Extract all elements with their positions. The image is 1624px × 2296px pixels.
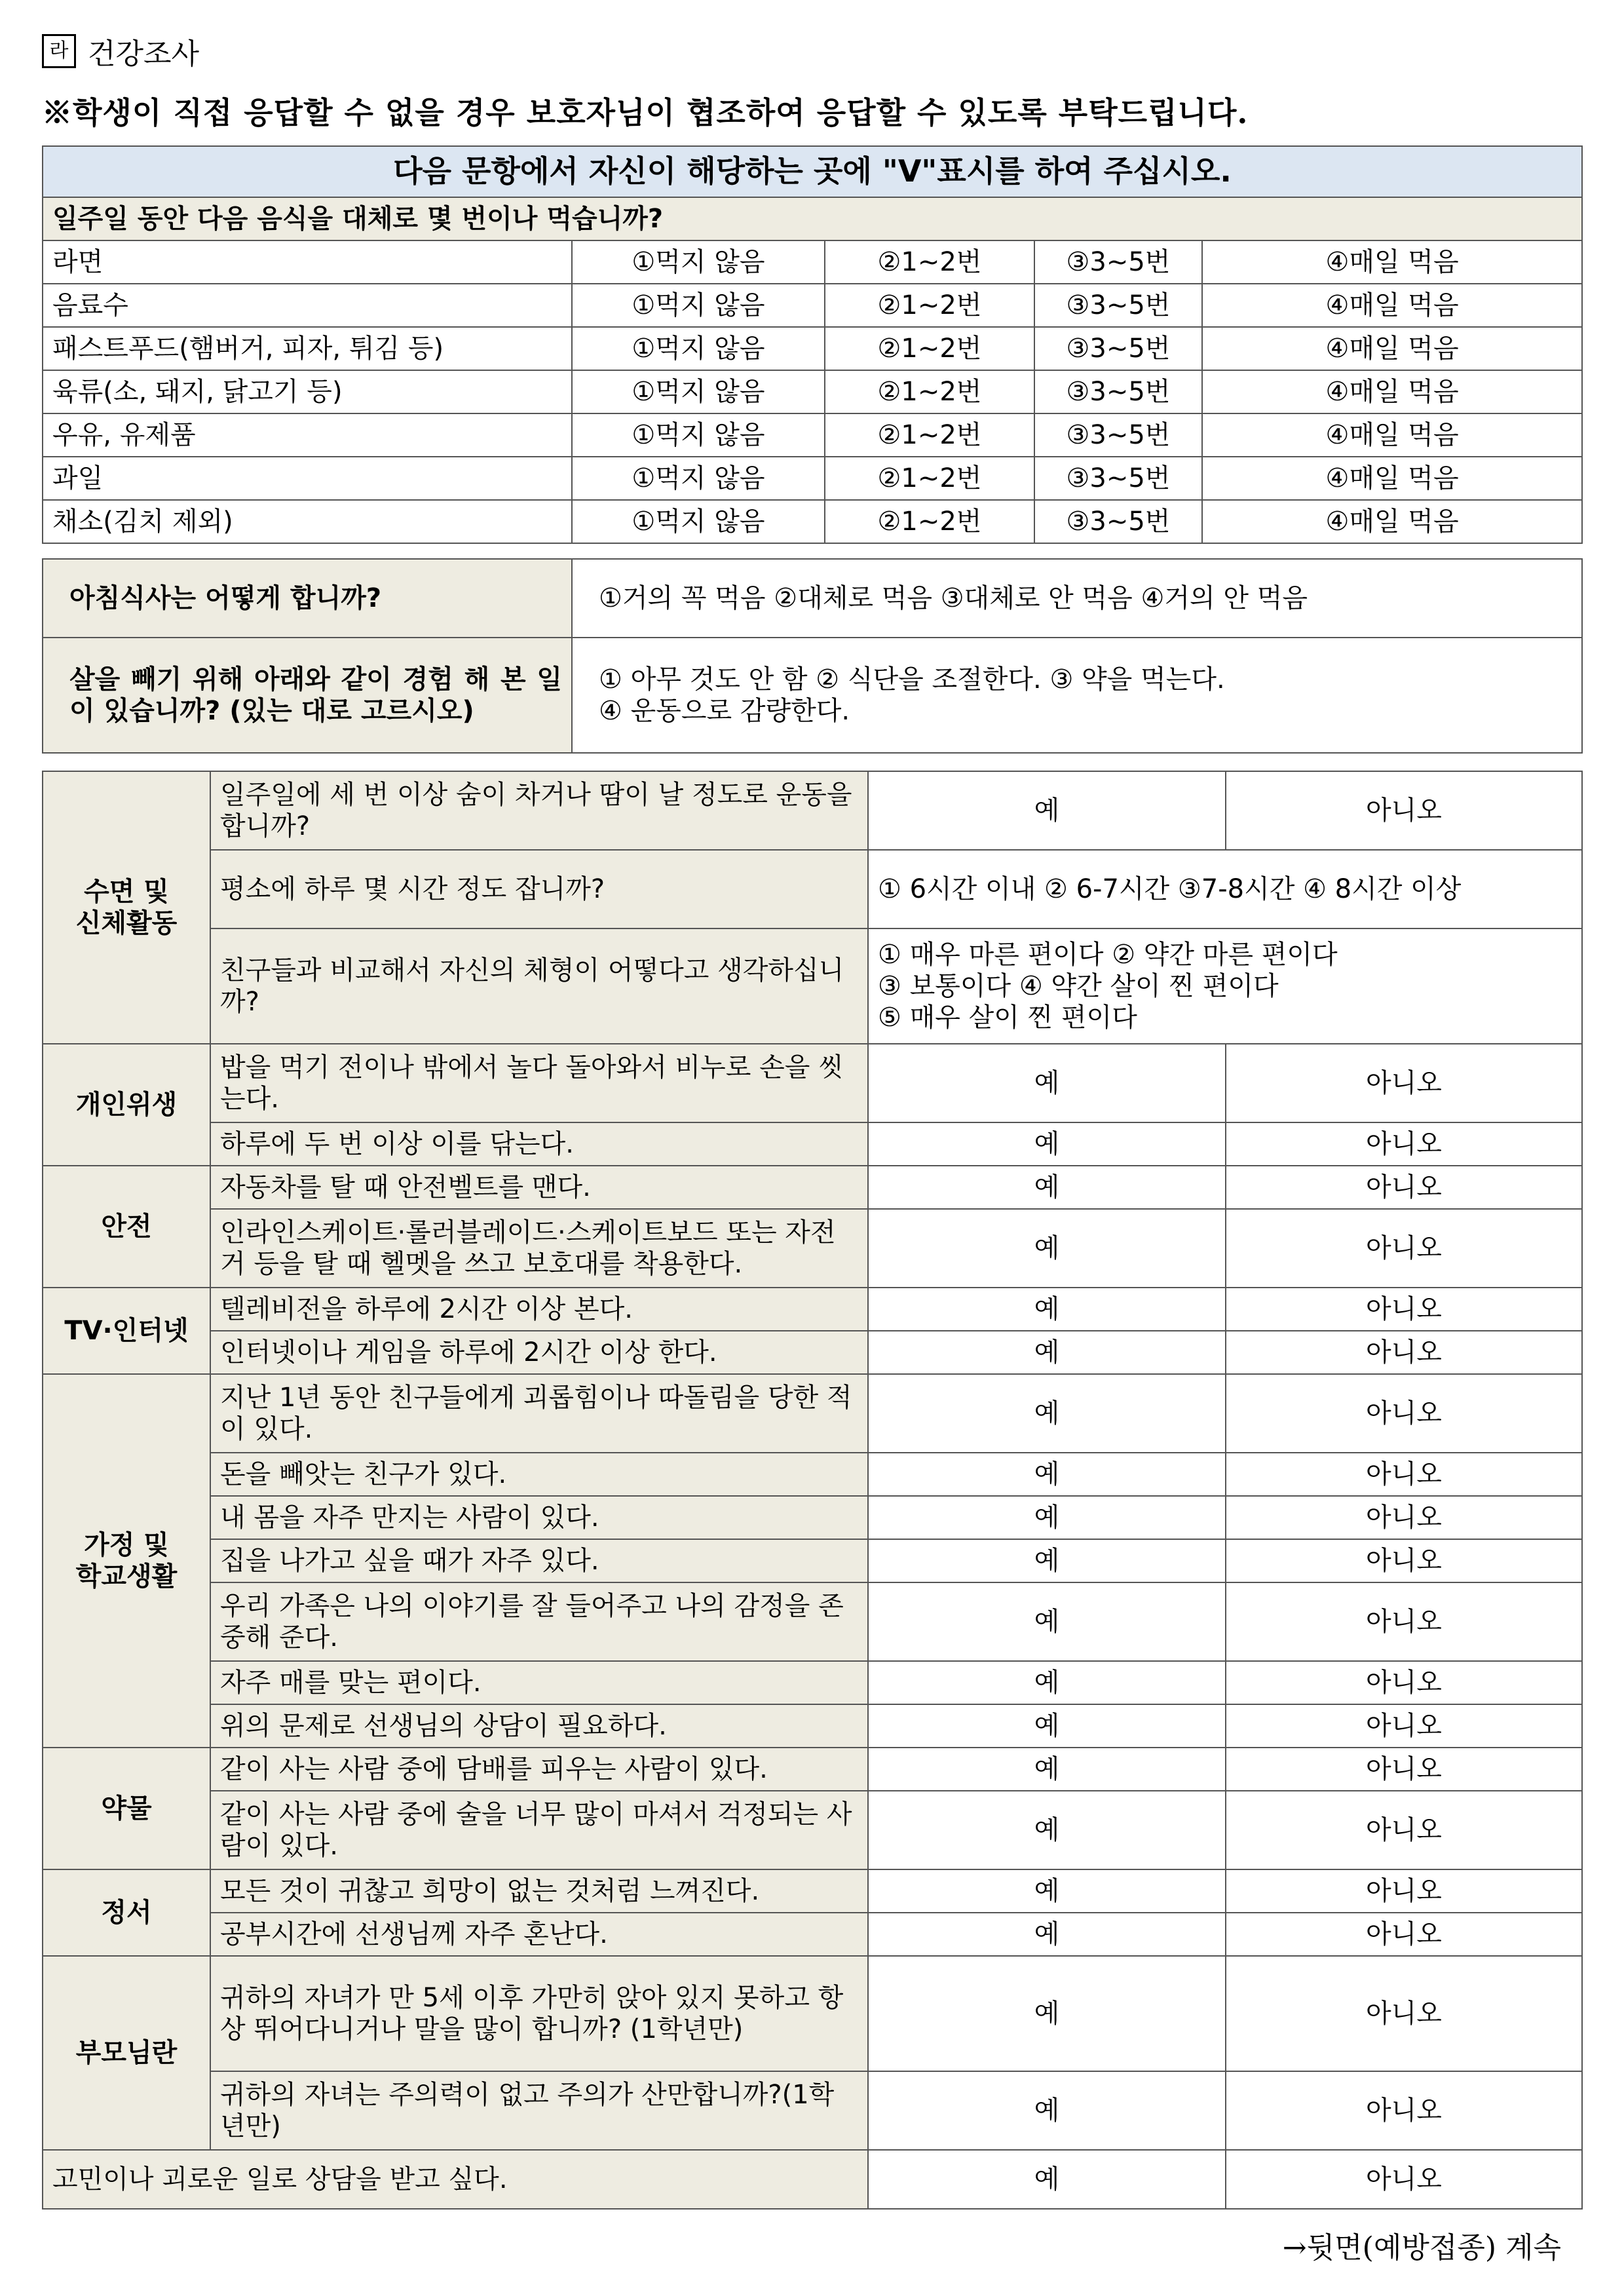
no-cell[interactable]: 아니오	[1226, 1661, 1582, 1704]
no-cell[interactable]: 아니오	[1226, 1539, 1582, 1582]
yes-cell[interactable]: 예	[868, 1869, 1226, 1913]
meal-table	[42, 558, 1583, 754]
yes-cell[interactable]: 예	[868, 1374, 1226, 1453]
option-cell[interactable]: ④매일 먹음	[1202, 413, 1582, 457]
category-emotion: 정서	[43, 1869, 210, 1956]
option-cell[interactable]: ②1~2번	[825, 413, 1034, 457]
table-row	[43, 240, 1582, 284]
no-cell[interactable]: 아니오	[1226, 1166, 1582, 1209]
no-cell[interactable]: 아니오	[1226, 1453, 1582, 1496]
yes-cell[interactable]: 예	[868, 1044, 1226, 1122]
question-cell: 지난 1년 동안 친구들에게 괴롭힘이나 따돌림을 당한 적이 있다.	[210, 1374, 868, 1453]
option-cell[interactable]: ③3~5번	[1034, 327, 1202, 370]
option-cell[interactable]: ③3~5번	[1034, 500, 1202, 543]
category-safety: 안전	[43, 1166, 210, 1288]
option-cell[interactable]: ②1~2번	[825, 240, 1034, 284]
yes-cell[interactable]: 예	[868, 1748, 1226, 1791]
diet-answer[interactable]	[572, 638, 1582, 753]
option-cell[interactable]: ①먹지 않음	[572, 370, 825, 413]
yes-cell[interactable]: 예	[868, 1539, 1226, 1582]
food-question: 일주일 동안 다음 음식을 대체로 몇 번이나 먹습니까?	[43, 197, 1582, 240]
question-cell: 친구들과 비교해서 자신의 체형이 어떻다고 생각하십니까?	[210, 928, 868, 1044]
question-cell: 같이 사는 사람 중에 술을 너무 많이 마셔서 걱정되는 사람이 있다.	[210, 1791, 868, 1869]
category-tv: TV·인터넷	[43, 1288, 210, 1374]
question-cell: 귀하의 자녀가 만 5세 이후 가만히 앉아 있지 못하고 항상 뛰어다니거나 말을 많이 합니까? (1학년만)	[210, 1956, 868, 2071]
category-hygiene: 개인위생	[43, 1044, 210, 1166]
option-cell[interactable]: ④매일 먹음	[1202, 370, 1582, 413]
yes-cell[interactable]: 예	[868, 771, 1226, 850]
no-cell[interactable]: 아니오	[1226, 1331, 1582, 1374]
no-cell[interactable]: 아니오	[1226, 1913, 1582, 1956]
yes-cell[interactable]: 예	[868, 1704, 1226, 1748]
question-cell: 평소에 하루 몇 시간 정도 잡니까?	[210, 850, 868, 928]
no-cell[interactable]: 아니오	[1226, 1288, 1582, 1331]
table-row	[43, 500, 1582, 543]
yes-cell[interactable]: 예	[868, 1122, 1226, 1166]
food-item: 채소(김치 제외)	[43, 500, 572, 543]
no-cell[interactable]: 아니오	[1226, 1209, 1582, 1288]
option-cell[interactable]: ④매일 먹음	[1202, 457, 1582, 500]
category-drugs: 약물	[43, 1748, 210, 1869]
table-row	[43, 284, 1582, 327]
food-item: 우유, 유제품	[43, 413, 572, 457]
diet-question: 살을 빼기 위해 아래와 같이 경험 해 본 일이 있습니까? (있는 대로 고르시오)	[43, 638, 572, 753]
category-sleep: 수면 및 신체활동	[43, 771, 210, 1044]
answer-line: ① 매우 마른 편이다 ② 약간 마른 편이다	[878, 940, 1338, 970]
category-parents: 부모님란	[43, 1956, 210, 2150]
breakfast-answer[interactable]: ①거의 꼭 먹음 ②대체로 먹음 ③대체로 안 먹음 ④거의 안 먹음	[572, 559, 1582, 638]
question-cell: 공부시간에 선생님께 자주 혼난다.	[210, 1913, 868, 1956]
option-cell[interactable]: ④매일 먹음	[1202, 284, 1582, 327]
no-cell[interactable]: 아니오	[1226, 1374, 1582, 1453]
no-cell[interactable]: 아니오	[1226, 1122, 1582, 1166]
option-cell[interactable]: ②1~2번	[825, 457, 1034, 500]
food-item: 라면	[43, 240, 572, 284]
yes-cell[interactable]: 예	[868, 1209, 1226, 1288]
question-cell: 자동차를 탈 때 안전벨트를 맨다.	[210, 1166, 868, 1209]
food-table	[42, 145, 1583, 544]
food-header: 다음 문항에서 자신이 해당하는 곳에 "V"표시를 하여 주십시오.	[43, 146, 1582, 197]
food-item: 패스트푸드(햄버거, 피자, 튀김 등)	[43, 327, 572, 370]
diet-answer-line: ④ 운동으로 감량한다.	[599, 696, 850, 726]
option-cell[interactable]: ①먹지 않음	[572, 284, 825, 327]
option-cell[interactable]: ②1~2번	[825, 500, 1034, 543]
option-cell[interactable]: ②1~2번	[825, 284, 1034, 327]
section-title-text: 건강조사	[88, 37, 200, 71]
option-cell[interactable]: ④매일 먹음	[1202, 500, 1582, 543]
question-cell: 자주 매를 맞는 편이다.	[210, 1661, 868, 1704]
answer-line: ⑤ 매우 살이 찐 편이다	[878, 1003, 1137, 1033]
question-cell: 우리 가족은 나의 이야기를 잘 들어주고 나의 감정을 존중해 준다.	[210, 1582, 868, 1661]
option-cell[interactable]: ③3~5번	[1034, 457, 1202, 500]
question-cell: 위의 문제로 선생님의 상담이 필요하다.	[210, 1704, 868, 1748]
question-cell: 집을 나가고 싶을 때가 자주 있다.	[210, 1539, 868, 1582]
yes-cell[interactable]: 예	[868, 1453, 1226, 1496]
option-cell[interactable]: ②1~2번	[825, 370, 1034, 413]
yes-cell[interactable]: 예	[868, 1956, 1226, 2071]
category-family: 가정 및 학교생활	[43, 1374, 210, 1748]
food-item: 육류(소, 돼지, 닭고기 등)	[43, 370, 572, 413]
question-cell: 일주일에 세 번 이상 숨이 차거나 땀이 날 정도로 운동을 합니까?	[210, 771, 868, 850]
option-cell[interactable]: ④매일 먹음	[1202, 327, 1582, 370]
no-cell[interactable]: 아니오	[1226, 771, 1582, 850]
continue-note: →뒷면(예방접종) 계속	[1282, 2231, 1561, 2265]
section-title	[42, 30, 199, 72]
no-cell[interactable]: 아니오	[1226, 1869, 1582, 1913]
no-cell[interactable]: 아니오	[1226, 2071, 1582, 2150]
question-cell: 모든 것이 귀찮고 희망이 없는 것처럼 느껴진다.	[210, 1869, 868, 1913]
question-cell: 인터넷이나 게임을 하루에 2시간 이상 한다.	[210, 1331, 868, 1374]
yes-cell[interactable]: 예	[868, 1288, 1226, 1331]
notice-text: ※학생이 직접 응답할 수 없을 경우 보호자님이 협조하여 응답할 수 있도록 부탁드립니다.	[42, 95, 1249, 130]
option-cell[interactable]: ③3~5번	[1034, 240, 1202, 284]
table-row	[43, 327, 1582, 370]
yes-cell[interactable]: 예	[868, 1582, 1226, 1661]
yes-cell[interactable]: 예	[868, 2150, 1226, 2209]
question-cell: 귀하의 자녀는 주의력이 없고 주의가 산만합니까?(1학년만)	[210, 2071, 868, 2150]
option-cell[interactable]: ①먹지 않음	[572, 457, 825, 500]
option-cell[interactable]: ③3~5번	[1034, 284, 1202, 327]
option-cell[interactable]: ①먹지 않음	[572, 327, 825, 370]
option-cell[interactable]: ①먹지 않음	[572, 240, 825, 284]
yes-cell[interactable]: 예	[868, 1496, 1226, 1539]
answer-line: ③ 보통이다 ④ 약간 살이 찐 편이다	[878, 971, 1279, 1001]
breakfast-question: 아침식사는 어떻게 합니까?	[43, 559, 572, 638]
table-row	[43, 413, 1582, 457]
option-cell[interactable]: ②1~2번	[825, 327, 1034, 370]
table-row	[43, 457, 1582, 500]
option-cell[interactable]: ①먹지 않음	[572, 500, 825, 543]
food-item: 음료수	[43, 284, 572, 327]
yes-cell[interactable]: 예	[868, 1913, 1226, 1956]
body-type-answer[interactable]	[868, 928, 1582, 1044]
no-cell[interactable]: 아니오	[1226, 1791, 1582, 1869]
yes-cell[interactable]: 예	[868, 1166, 1226, 1209]
food-item: 과일	[43, 457, 572, 500]
option-cell[interactable]: ③3~5번	[1034, 413, 1202, 457]
counsel-question: 고민이나 괴로운 일로 상담을 받고 싶다.	[43, 2150, 868, 2209]
survey-table	[42, 771, 1583, 2210]
no-cell[interactable]: 아니오	[1226, 2150, 1582, 2209]
diet-answer-line: ① 아무 것도 안 함 ② 식단을 조절한다. ③ 약을 먹는다.	[599, 664, 1225, 695]
question-cell: 같이 사는 사람 중에 담배를 피우는 사람이 있다.	[210, 1748, 868, 1791]
question-cell: 밥을 먹기 전이나 밖에서 놀다 돌아와서 비누로 손을 씻는다.	[210, 1044, 868, 1122]
yes-cell[interactable]: 예	[868, 2071, 1226, 2150]
yes-cell[interactable]: 예	[868, 1661, 1226, 1704]
no-cell[interactable]: 아니오	[1226, 1044, 1582, 1122]
table-row	[43, 370, 1582, 413]
no-cell[interactable]: 아니오	[1226, 1496, 1582, 1539]
no-cell[interactable]: 아니오	[1226, 1748, 1582, 1791]
no-cell[interactable]: 아니오	[1226, 1956, 1582, 2071]
no-cell[interactable]: 아니오	[1226, 1704, 1582, 1748]
question-cell: 내 몸을 자주 만지는 사람이 있다.	[210, 1496, 868, 1539]
yes-cell[interactable]: 예	[868, 1331, 1226, 1374]
option-cell[interactable]: ④매일 먹음	[1202, 240, 1582, 284]
option-cell[interactable]: ③3~5번	[1034, 370, 1202, 413]
sleep-answer[interactable]: ① 6시간 이내 ② 6-7시간 ③7-8시간 ④ 8시간 이상	[868, 850, 1582, 928]
section-mark: 라	[42, 34, 76, 68]
no-cell[interactable]: 아니오	[1226, 1582, 1582, 1661]
question-cell: 돈을 빼앗는 친구가 있다.	[210, 1453, 868, 1496]
yes-cell[interactable]: 예	[868, 1791, 1226, 1869]
question-cell: 인라인스케이트·롤러블레이드·스케이트보드 또는 자전거 등을 탈 때 헬멧을 쓰고 보호대를 착용한다.	[210, 1209, 868, 1288]
option-cell[interactable]: ①먹지 않음	[572, 413, 825, 457]
question-cell: 하루에 두 번 이상 이를 닦는다.	[210, 1122, 868, 1166]
question-cell: 텔레비전을 하루에 2시간 이상 본다.	[210, 1288, 868, 1331]
